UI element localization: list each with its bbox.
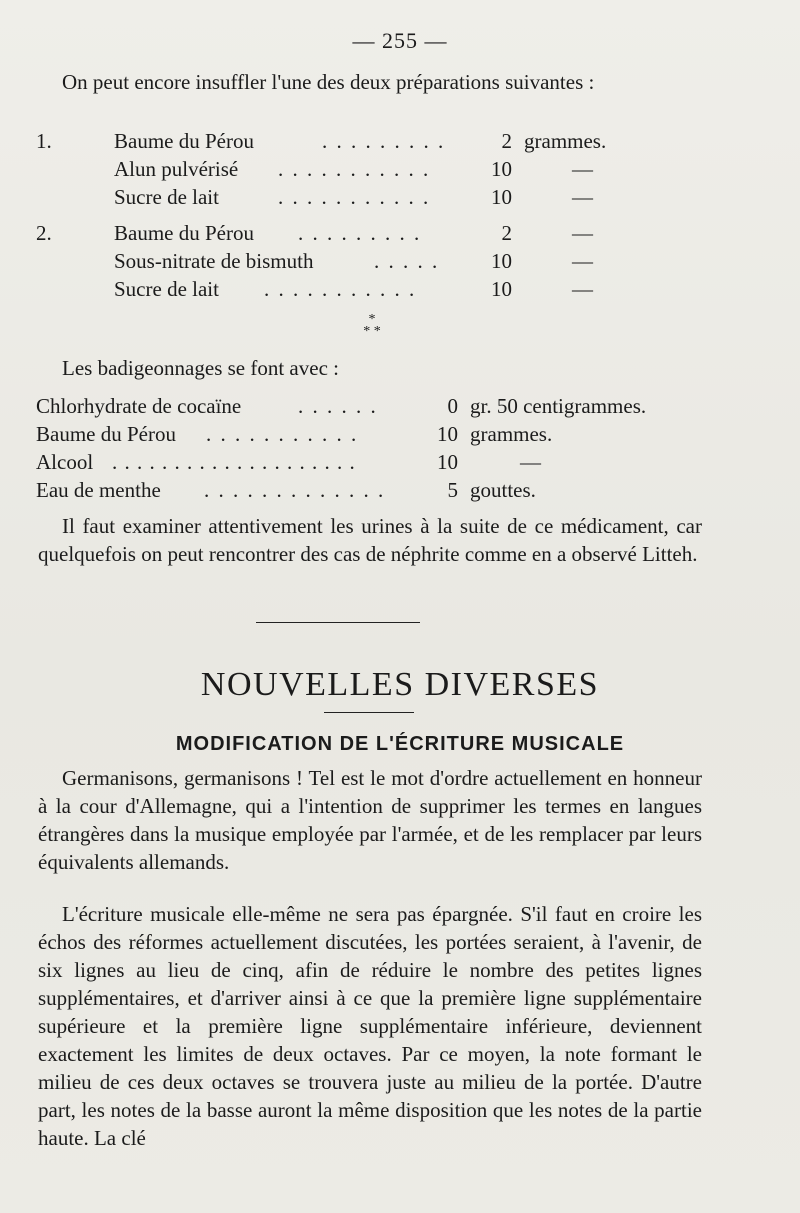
ingredient-qty: 10 <box>491 157 512 181</box>
ingredient-name: Alcool <box>36 450 94 474</box>
article-paragraph-2: L'écriture musicale elle-même ne sera pas épargnée. S'il faut en croire les échos des réformes actuellement discutées, les portées seraient, à l'avenir, de six lignes au lieu de cinq, afin de réduire le nombre des petites lignes supplémentaires, et d'arriver ainsi à ce que la première ligne supplémentaire supérieure et la première ligne supplémentaire inférieure, deviennent exactement les limites de deux octaves. Par ce moyen, la note formant le milieu de ces deux octaves se trouvera juste au milieu de la portée. D'autre part, les notes de la basse auront la même disposition que les notes de la partie haute. La clé <box>38 902 702 1150</box>
ingredient-qty: 10 <box>437 422 458 446</box>
asterism-bottom: * * <box>363 324 381 339</box>
ingredient-qty: 10 <box>491 185 512 209</box>
ingredient-unit: — <box>572 157 593 181</box>
ingredient-qty: 2 <box>501 221 512 245</box>
page-number: — 255 — <box>352 28 448 53</box>
ingredient-name: Chlorhydrate de cocaïne <box>36 394 242 418</box>
leader-dots: . . . . . . . . . . . <box>278 185 431 209</box>
prep-number: 2. <box>36 221 52 245</box>
leader-dots: . . . . . . . . . . . <box>206 422 359 446</box>
leader-dots: . . . . . <box>374 249 440 273</box>
leader-dots: . . . . . . <box>298 394 378 418</box>
ingredient-qty: 0 <box>447 394 458 418</box>
intro-paragraph: On peut encore insuffler l'une des deux préparations suivantes : <box>62 70 595 94</box>
leader-dots: . . . . . . . . . . . <box>264 277 417 301</box>
article-paragraph-1: Germanisons, germanisons ! Tel est le mot d'ordre actuellement en honneur à la cour d'Allemagne, qui a l'intention de supprimer les termes en langues étrangères dans la musique employée par l'armée, et de les remplacer par leurs équivalents allemands. <box>38 766 702 874</box>
leader-dots: . . . . . . . . . <box>298 221 422 245</box>
ingredient-unit: gouttes. <box>470 478 536 502</box>
ingredient-qty: 5 <box>447 478 458 502</box>
ingredient-unit: — <box>572 185 593 209</box>
ingredient-unit: — <box>572 277 593 301</box>
ingredient-unit: gr. 50 centigrammes. <box>470 394 647 418</box>
ingredient-name: Sucre de lait <box>114 277 219 301</box>
ingredient-unit: grammes. <box>524 129 607 153</box>
section-divider <box>256 622 420 623</box>
ingredient-name: Eau de menthe <box>36 478 161 502</box>
preparation-2 <box>36 219 656 303</box>
article-title: MODIFICATION DE L'ÉCRITURE MUSICALE <box>175 733 625 755</box>
ingredient-name: Alun pulvérisé <box>114 157 239 181</box>
leader-dots: . . . . . . . . . . . . . <box>204 478 386 502</box>
section-title: NOUVELLES DIVERSES <box>200 666 600 703</box>
prep-number: 1. <box>36 129 52 153</box>
ingredient-name: Baume du Pérou <box>114 221 254 245</box>
ingredient-name: Baume du Pérou <box>36 422 176 446</box>
ingredient-unit: — <box>572 249 593 273</box>
ingredient-qty: 2 <box>501 129 512 153</box>
ingredient-qty: 10 <box>491 249 512 273</box>
ingredient-name: Sous-nitrate de bismuth <box>114 249 314 273</box>
preparation-1 <box>36 127 656 211</box>
ingredient-unit: — <box>572 221 593 245</box>
ingredient-name: Sucre de lait <box>114 185 219 209</box>
ingredient-qty: 10 <box>491 277 512 301</box>
badigeonnages-intro: Les badigeonnages se font avec : <box>62 356 339 380</box>
asterism-top: * <box>368 312 376 327</box>
title-underline <box>324 712 414 713</box>
ingredient-unit: — <box>520 450 541 474</box>
asterism <box>352 314 392 338</box>
leader-dots: . . . . . . . . . <box>322 129 446 153</box>
ingredient-unit: grammes. <box>470 422 553 446</box>
leader-dots: . . . . . . . . . . . <box>278 157 431 181</box>
ingredient-qty: 10 <box>437 450 458 474</box>
leader-dots: . . . . . . . . . . . . . . . . . . . . <box>112 450 356 474</box>
badigeonnages-table <box>36 392 716 504</box>
warning-paragraph: Il faut examiner attentivement les urines à la suite de ce médicament, car quelquefois on peut rencontrer des cas de néphrite comme en a observé Litteh. <box>38 514 702 566</box>
ingredient-name: Baume du Pérou <box>114 129 254 153</box>
